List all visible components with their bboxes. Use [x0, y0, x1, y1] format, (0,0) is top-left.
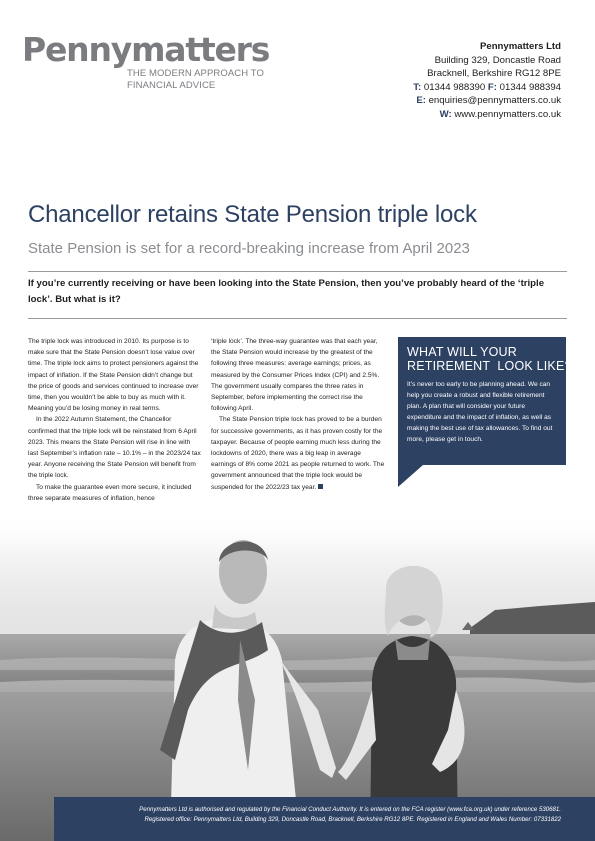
article-intro: If you’re currently receiving or have been looking into the State Pension, then you’ve probably heard of the ‘triple lock’. But what is it?: [28, 278, 545, 305]
email-label: E:: [416, 95, 426, 107]
article-title: Chancellor retains State Pension triple lock: [28, 201, 477, 228]
article-subtitle: State Pension is set for a record-breaking increase from April 2023: [28, 240, 470, 257]
contact-block: [413, 40, 561, 122]
contact-company: Pennymatters Ltd: [479, 41, 561, 52]
divider-top: [28, 271, 567, 272]
fax-number: 01344 988394: [499, 81, 561, 93]
footer-line-1: Pennymatters Ltd is authorised and regulated by the Financial Conduct Authority. It is entered on the FCA register (www.fca.org.uk) under reference 530681.: [139, 806, 561, 813]
paragraph: The triple lock was introduced in 2010. Its purpose is to make sure that the State Pension doesn’t lose value over time. The triple lock aims to protect pensioners against the impact of inflation. If the State Pension didn’t change but the price of goods and services continued to increase over time, then you wouldn’t be able to buy as much with it. Meaning you’d be losing money in real terms.: [28, 338, 199, 413]
footer-line-2: Registered office: Pennymatters Ltd, Building 329, Doncastle Road, Bracknell, Berkshire RG12 8PE. Registered in England and Wales Number: 07331822: [144, 816, 561, 823]
web-label: W:: [439, 108, 452, 120]
callout-heading-line-1: WHAT WILL YOUR: [407, 345, 517, 359]
logo-tagline: [127, 68, 269, 92]
tel-number[interactable]: 01344 988390: [423, 81, 486, 93]
tel-label: T:: [413, 81, 422, 93]
article-column-1: [28, 336, 202, 504]
paragraph: ‘triple lock’. The three-way guarantee was that each year, the State Pension would increase by the greatest of the following three measures: average earnings; prices, as measured by the Consumer Prices Index (CPI) and 2.5%. The government usually compares the three rates in September, before implementing the correct rise the following April.: [211, 338, 380, 413]
divider-bottom: [28, 318, 567, 319]
callout-tail: [398, 465, 423, 487]
website-link[interactable]: www.pennymatters.co.uk: [454, 108, 561, 120]
contact-address-2: Bracknell, Berkshire RG12 8PE: [427, 68, 561, 80]
fax-label: F:: [487, 81, 497, 93]
callout-text: It’s never too early to be planning ahead. We can help you create a robust and flexible retirement plan. A plan that will consider your future expenditure and the impact of inflation, as well as making the best use of tax allowances. To find out more, please get in touch.: [407, 381, 553, 443]
article-column-2: [211, 336, 385, 493]
logo-tagline-line-2: FINANCIAL ADVICE: [127, 80, 216, 91]
paragraph: The State Pension triple lock has proved to be a burden for successive governments, as it has proven costly for the taxpayer. Because of people earning much less during the lockdowns of 2020, there was a big leap in average earnings of 8% come 2021 as people returned to work. The government announced that the triple lock would be suspended for the 2022/23 tax year.: [211, 416, 385, 491]
email-link[interactable]: enquiries@pennymatters.co.uk: [428, 95, 561, 107]
logo-wordmark: Pennymatters: [22, 30, 270, 69]
end-of-article-mark: [318, 484, 323, 489]
contact-address-1: Building 329, Doncastle Road: [434, 54, 561, 66]
callout-heading: [398, 337, 572, 373]
couple-beach-photo: [0, 510, 595, 841]
company-logo: [22, 32, 269, 92]
callout-heading-line-2: RETIREMENT LOOK LIKE?: [407, 359, 572, 373]
regulatory-footer: [54, 797, 595, 841]
contact-email-line: [413, 94, 561, 108]
paragraph-with-endmark: [211, 414, 385, 492]
paragraph: In the 2022 Autumn Statement, the Chancellor confirmed that the triple lock will be reinstated from 6 April 2023. This means the State Pension will rise in line with last September’s inflation rate – 10.1% – in the 2023/24 tax year. Anyone receiving the State Pension will benefit from the triple lock.: [28, 416, 201, 480]
contact-phone-line: [413, 81, 561, 95]
retirement-callout-box: [398, 337, 572, 465]
contact-web-line: [413, 108, 561, 122]
logo-tagline-line-1: THE MODERN APPROACH TO: [127, 68, 264, 79]
paragraph: To make the guarantee even more secure, it included three separate measures of inflation, hence: [28, 483, 192, 502]
